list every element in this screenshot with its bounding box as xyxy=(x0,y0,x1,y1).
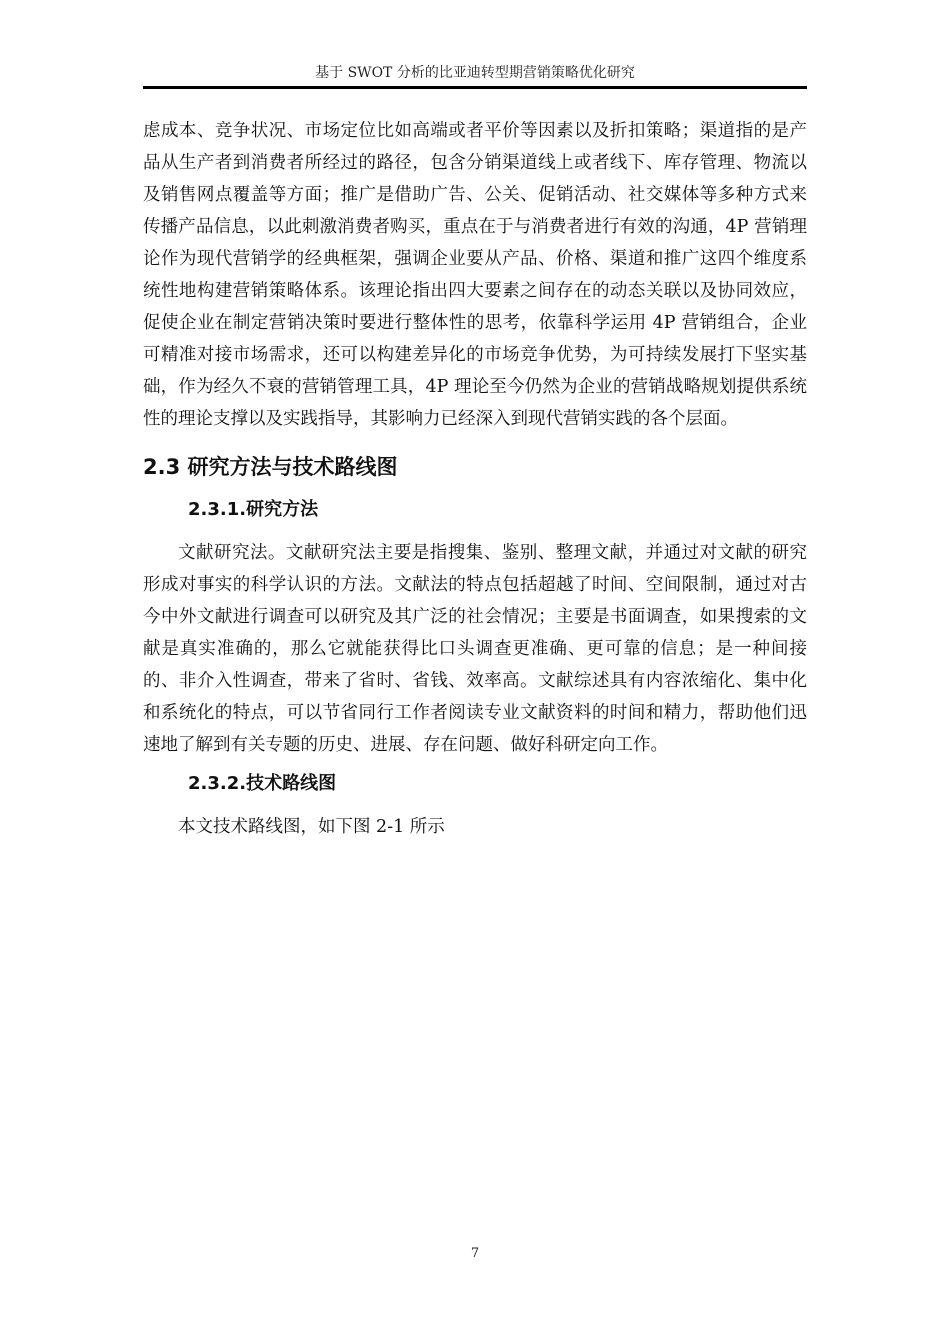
body-paragraph-roadmap: 本文技术路线图，如下图 2-1 所示 xyxy=(178,817,445,837)
header-divider xyxy=(143,86,807,89)
subsection-heading-roadmap: 2.3.2.技术路线图 xyxy=(188,773,337,794)
running-header-title: 基于 SWOT 分析的比亚迪转型期营销策略优化研究 xyxy=(315,65,635,81)
page-content xyxy=(143,115,807,843)
subsection-heading-methods: 2.3.1.研究方法 xyxy=(188,499,319,520)
body-paragraph-continued: 虑成本、竞争状况、市场定位比如高端或者平价等因素以及折扣策略；渠道指的是产品从生产者到消费者所经过的路径，包含分销渠道线上或者线下、库存管理、物流以及销售网点覆盖等方面；推广是借助广告、公关、促销活动、社交媒体等多种方式来传播产品信息，以此刺激消费者购买，重点在于与消费者进行有效的沟通，4P 营销理论作为现代营销学的经典框架，强调企业要从产品、价格、渠道和推广这四个维度系统性地构建营销策略体系。该理论指出四大要素之间存在的动态关联以及协同效应，促使企业在制定营销决策时要进行整体性的思考，依靠科学运用 4P 营销组合，企业可精准对接市场需求，还可以构建差异化的市场竞争优势，为可持续发展打下坚实基础，作为经久不衰的营销管理工具，4P 理论至今仍然为企业的营销战略规划提供系统性的理论支撑以及实践指导，其影响力已经深入到现代营销实践的各个层面。 xyxy=(143,121,807,429)
page-number: 7 xyxy=(470,1246,480,1261)
body-paragraph-methods: 文献研究法。文献研究法主要是指搜集、鉴别、整理文献，并通过对文献的研究形成对事实的科学认识的方法。文献法的特点包括超越了时间、空间限制，通过对古今中外文献进行调查可以研究及其广泛的社会情况；主要是书面调查，如果搜索的文献是真实准确的，那么它就能获得比口头调查更准确、更可靠的信息；是一种间接的、非介入性调查，带来了省时、省钱、效率高。文献综述具有内容浓缩化、集中化和系统化的特点，可以节省同行工作者阅读专业文献资料的时间和精力，帮助他们迅速地了解到有关专题的历史、进展、存在问题、做好科研定向工作。 xyxy=(143,543,807,755)
section-heading: 2.3 研究方法与技术路线图 xyxy=(143,455,398,479)
